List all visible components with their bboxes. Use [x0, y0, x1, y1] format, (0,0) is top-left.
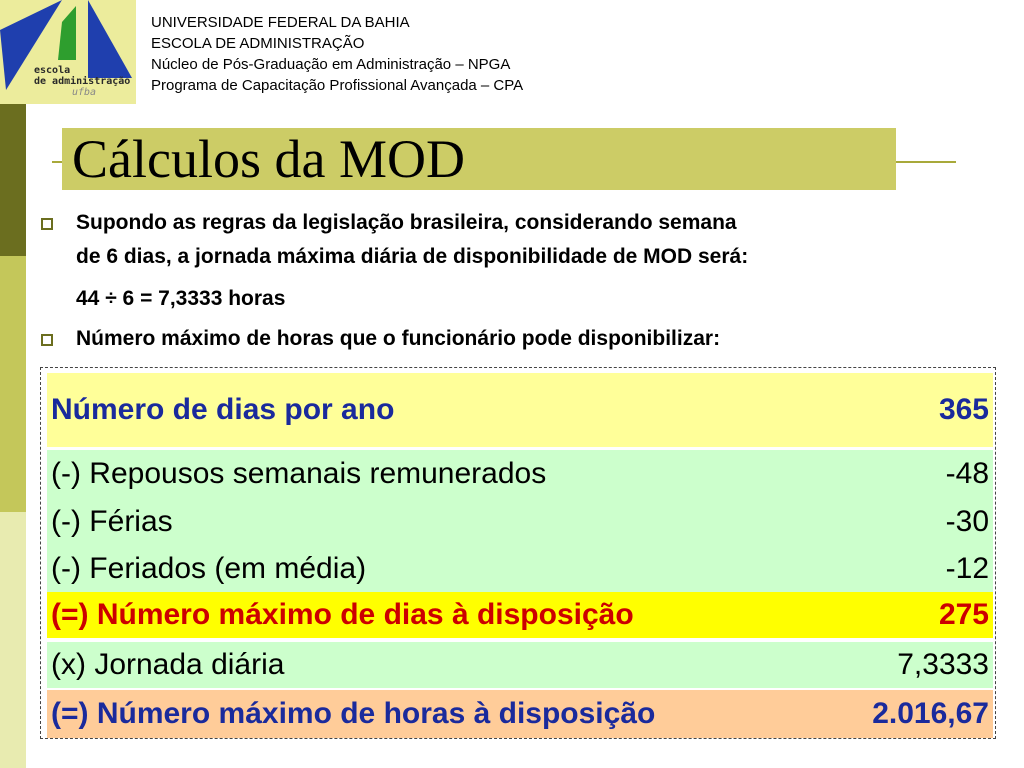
square-bullet-icon: [41, 218, 53, 230]
school-logo: [0, 0, 136, 104]
institution-line-1: UNIVERSIDADE FEDERAL DA BAHIA: [151, 14, 410, 31]
row-value: -30: [945, 505, 989, 538]
row-label: (x) Jornada diária: [51, 648, 285, 681]
square-bullet-icon: [41, 334, 53, 346]
institution-line-3: Núcleo de Pós-Graduação em Administração – NPGA: [151, 56, 511, 73]
bullet-2-text: Número máximo de horas que o funcionário pode disponibilizar:: [76, 327, 721, 350]
bullet-item-1: [40, 206, 1000, 316]
logo-line-3: ufba: [72, 87, 97, 98]
left-strip-light: [0, 512, 26, 768]
left-strip-dark: [0, 104, 26, 256]
bullet-list: [40, 206, 1000, 356]
row-label: Número de dias por ano: [51, 393, 395, 426]
bullet-1-line-2: de 6 dias, a jornada máxima diária de disponibilidade de MOD será:: [76, 245, 749, 268]
row-label: (-) Férias: [51, 505, 173, 538]
bullet-1-line-1: Supondo as regras da legislação brasileira, considerando semana: [76, 211, 737, 234]
left-strip-mid: [0, 256, 26, 512]
row-value: -48: [945, 457, 989, 490]
institution-line-2: ESCOLA DE ADMINISTRAÇÃO: [151, 35, 365, 52]
table-row: [47, 642, 993, 688]
row-value: 2.016,67: [872, 697, 989, 730]
logo-text: [34, 65, 130, 98]
table-row: [47, 498, 993, 546]
table-row: [47, 546, 993, 592]
row-value: -12: [945, 552, 989, 585]
table-row: [47, 373, 993, 447]
row-label: (-) Feriados (em média): [51, 552, 367, 585]
institution-header: [151, 12, 523, 96]
row-label: (-) Repousos semanais remunerados: [51, 457, 547, 490]
table-row: [47, 592, 993, 638]
logo-line-2: de administração: [34, 76, 131, 87]
title-rule-right: [896, 161, 956, 163]
institution-line-4: Programa de Capacitação Profissional Avançada – CPA: [151, 77, 524, 94]
hours-table: [40, 367, 996, 739]
row-label: (=) Número máximo de horas à disposição: [51, 697, 656, 730]
row-value: 365: [938, 393, 989, 426]
row-label: (=) Número máximo de dias à disposição: [51, 598, 634, 631]
row-value: 275: [938, 598, 989, 631]
bullet-1-line-3: 44 ÷ 6 = 7,3333 horas: [76, 287, 286, 310]
row-value: 7,3333: [897, 648, 989, 681]
table-row: [47, 450, 993, 498]
table-row: [47, 690, 993, 738]
slide-title: Cálculos da MOD: [72, 129, 465, 189]
logo-line-1: escola: [34, 65, 71, 76]
bullet-item-2: [40, 322, 1000, 356]
